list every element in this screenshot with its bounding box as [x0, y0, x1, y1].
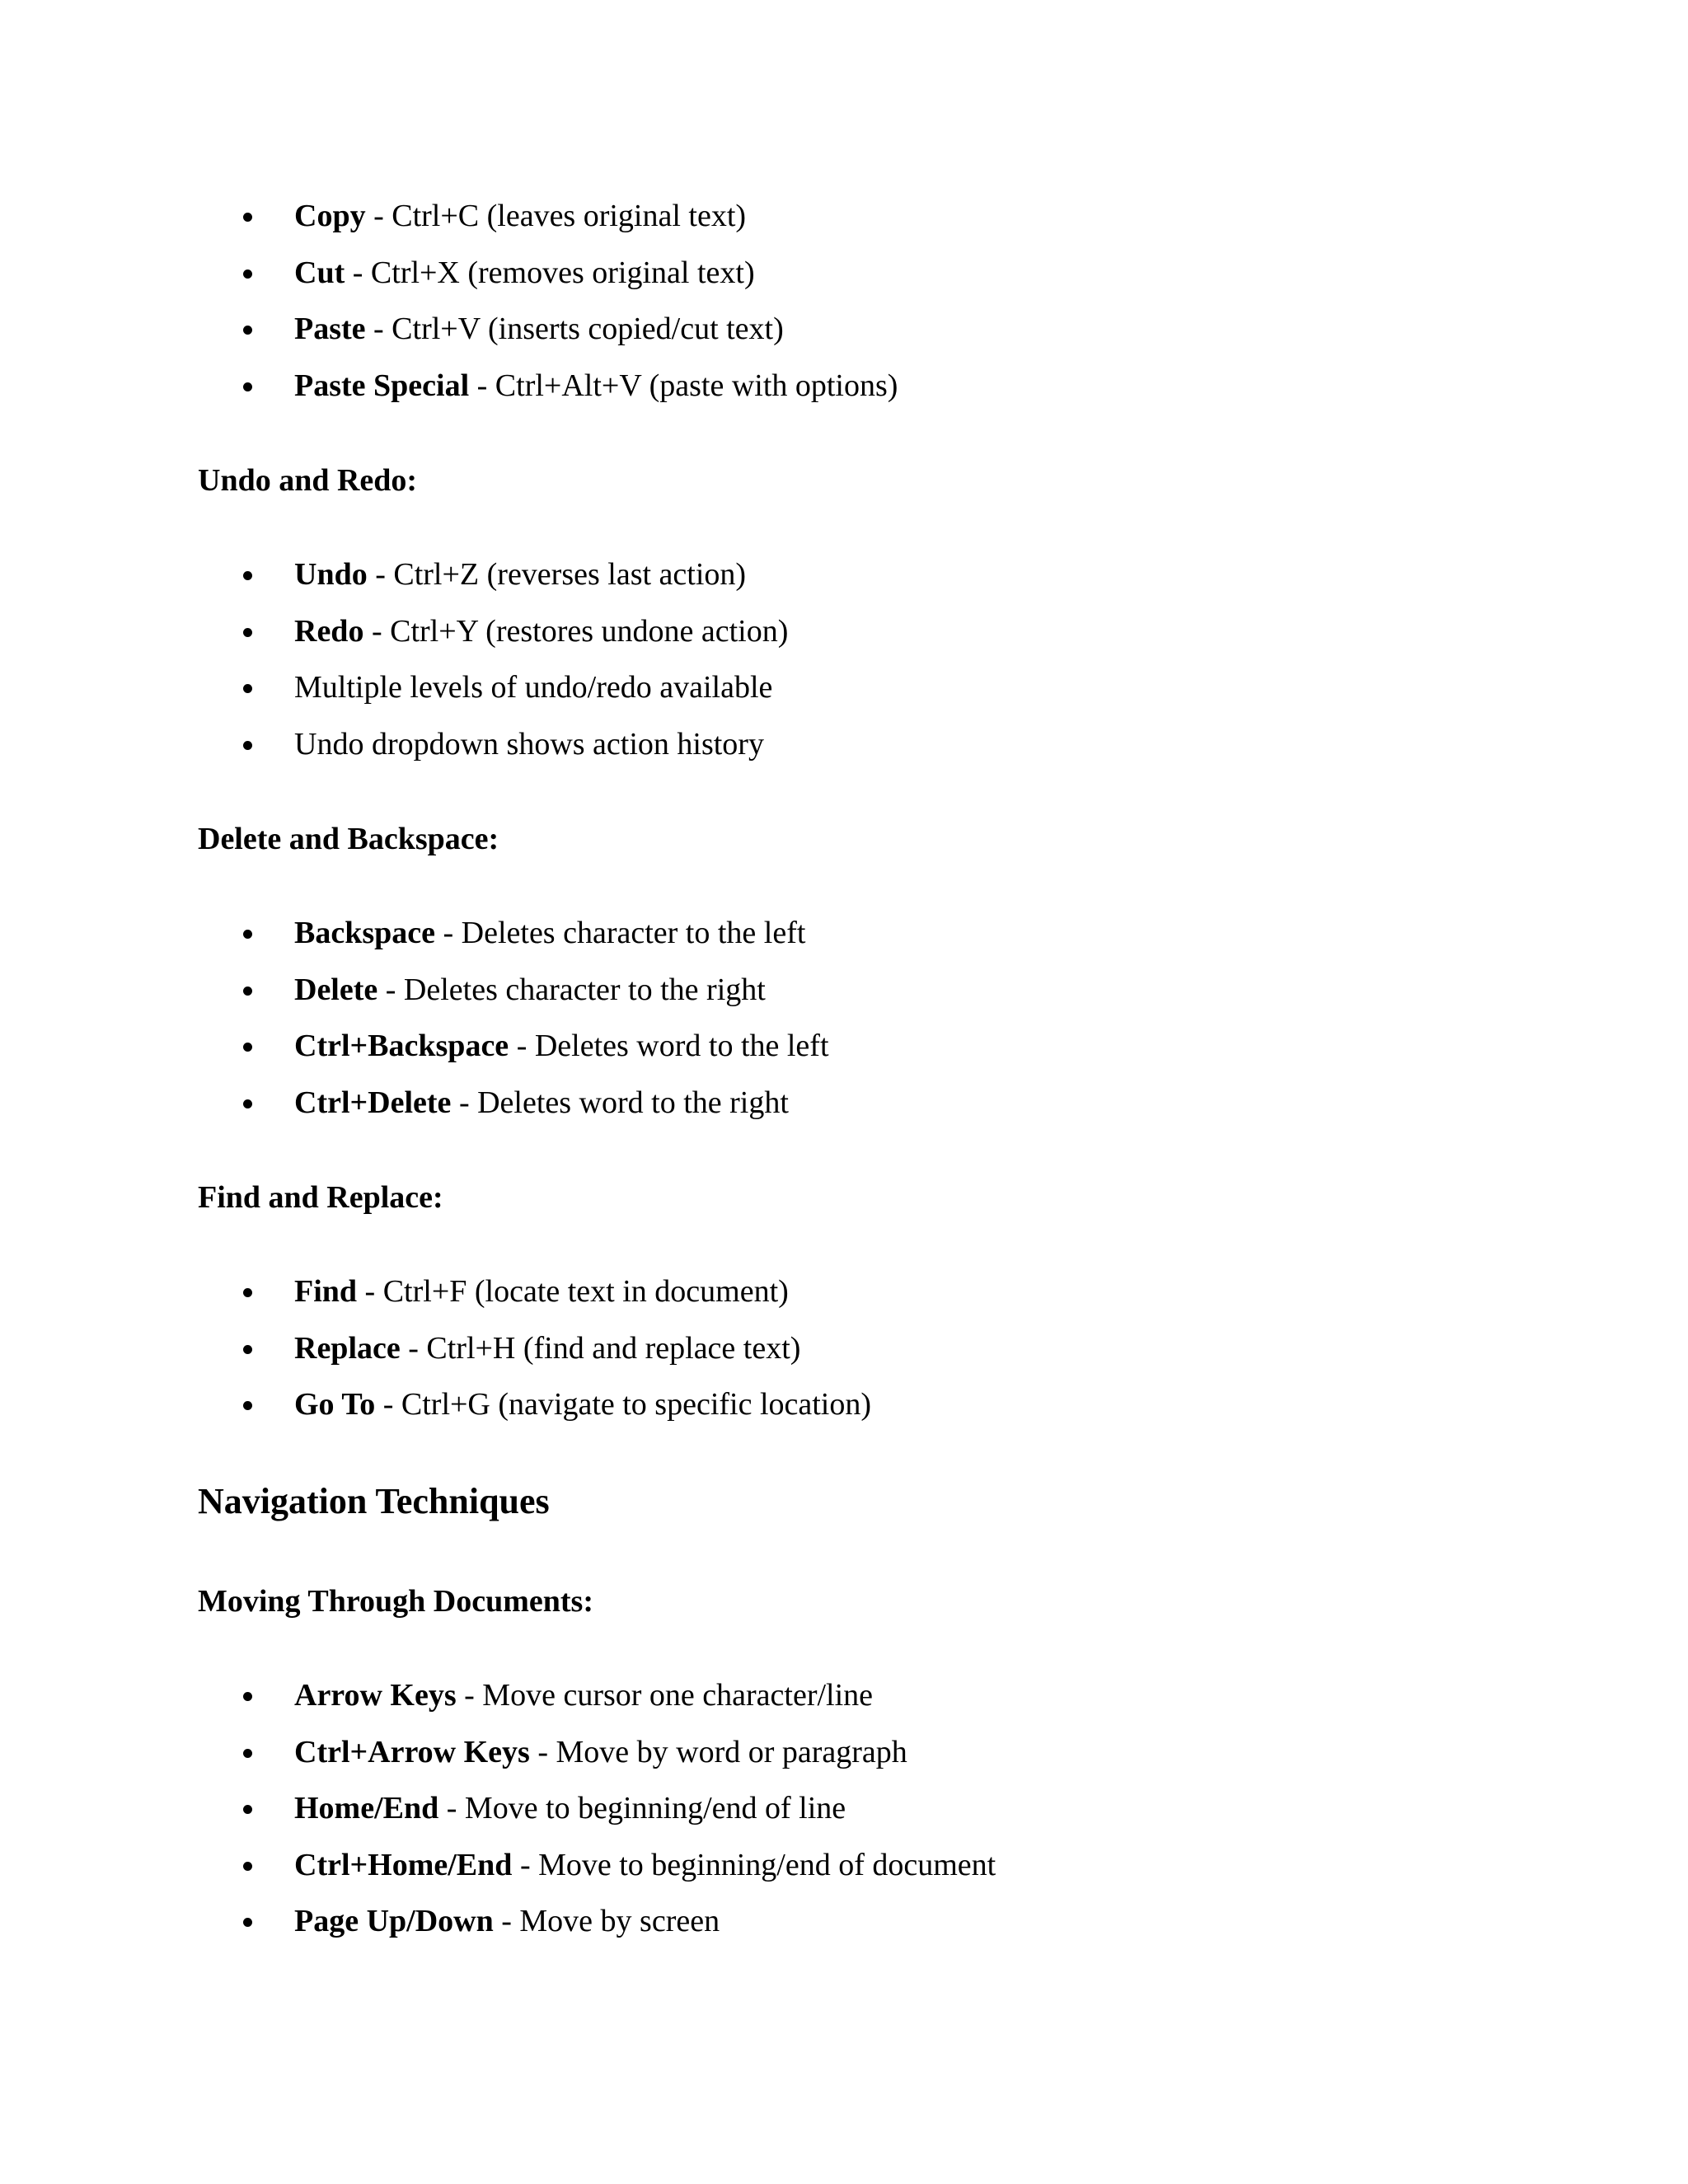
find-replace-list [198, 1263, 871, 1433]
list-item [198, 1893, 996, 1950]
bullet-icon [243, 1288, 252, 1297]
shortcut-term: Home/End [294, 1791, 439, 1825]
shortcut-description: - Ctrl+H (find and replace text) [400, 1330, 801, 1366]
bullet-icon [243, 269, 252, 279]
shortcut-description: - Deletes character to the right [377, 972, 766, 1007]
shortcut-term: Undo [294, 557, 368, 592]
shortcut-term: Paste [294, 312, 366, 346]
bullet-icon [243, 571, 252, 580]
list-item [198, 1263, 871, 1320]
shortcut-description: - Ctrl+Z (reverses last action) [367, 557, 747, 592]
undo-redo-heading: Undo and Redo: [198, 463, 418, 498]
list-item [198, 1780, 996, 1837]
shortcut-term: Copy [294, 199, 366, 233]
shortcut-description: - Ctrl+Alt+V (paste with options) [469, 368, 898, 403]
shortcut-term: Ctrl+Home/End [294, 1847, 513, 1882]
shortcut-description: - Ctrl+C (leaves original text) [365, 199, 747, 233]
shortcut-description: - Move by word or paragraph [529, 1734, 907, 1769]
bullet-icon [243, 1918, 252, 1927]
list-item [198, 659, 788, 716]
navigation-shortcut-list [198, 1667, 996, 1950]
shortcut-description: - Ctrl+Y (restores undone action) [363, 613, 789, 649]
list-item [198, 188, 898, 245]
shortcut-term: Find [294, 1274, 358, 1309]
list-item [198, 1320, 871, 1377]
shortcut-description: - Move by screen [493, 1904, 720, 1938]
shortcut-description: Undo dropdown shows action history [294, 726, 764, 762]
shortcut-description: - Deletes word to the right [451, 1085, 789, 1120]
bullet-icon [243, 326, 252, 335]
clipboard-shortcut-list [198, 188, 898, 414]
shortcut-description: - Move to beginning/end of line [438, 1791, 846, 1825]
shortcut-term: Ctrl+Backspace [294, 1029, 509, 1063]
bullet-icon [243, 213, 252, 222]
list-item [198, 603, 788, 660]
shortcut-description: - Move cursor one character/line [456, 1678, 874, 1713]
list-item [198, 1667, 996, 1724]
shortcut-term: Page Up/Down [294, 1904, 494, 1938]
shortcut-term: Ctrl+Arrow Keys [294, 1734, 530, 1769]
shortcut-term: Cut [294, 255, 345, 290]
bullet-icon [243, 382, 252, 391]
bullet-icon [243, 1043, 252, 1052]
bullet-icon [243, 628, 252, 637]
bullet-icon [243, 1749, 252, 1758]
find-replace-heading: Find and Replace: [198, 1180, 443, 1215]
shortcut-description: - Deletes word to the left [509, 1029, 829, 1063]
shortcut-description: - Move to beginning/end of document [512, 1847, 996, 1882]
shortcut-term: Ctrl+Delete [294, 1085, 452, 1120]
delete-backspace-list [198, 905, 829, 1131]
list-item [198, 358, 898, 415]
shortcut-description: - Ctrl+G (navigate to specific location) [375, 1387, 872, 1422]
bullet-icon [243, 1692, 252, 1701]
list-item [198, 1837, 996, 1894]
list-item [198, 962, 829, 1019]
list-item [198, 301, 898, 358]
bullet-icon [243, 1805, 252, 1814]
bullet-icon [243, 1345, 252, 1354]
list-item [198, 1724, 996, 1781]
navigation-techniques-heading: Navigation Techniques [198, 1481, 550, 1521]
shortcut-term: Backspace [294, 916, 435, 950]
shortcut-description: - Deletes character to the left [435, 916, 806, 950]
list-item [198, 716, 788, 773]
undo-redo-list [198, 546, 788, 772]
list-item [198, 1376, 871, 1433]
bullet-icon [243, 1099, 252, 1108]
list-item [198, 546, 788, 603]
list-item [198, 1018, 829, 1075]
shortcut-term: Arrow Keys [294, 1678, 457, 1713]
list-item [198, 1075, 829, 1132]
shortcut-term: Delete [294, 972, 378, 1007]
shortcut-description: - Ctrl+X (removes original text) [345, 255, 755, 290]
shortcut-description: - Ctrl+F (locate text in document) [357, 1274, 789, 1309]
bullet-icon [243, 741, 252, 750]
bullet-icon [243, 684, 252, 693]
bullet-icon [243, 1401, 252, 1410]
shortcut-description: Multiple levels of undo/redo available [294, 670, 773, 705]
bullet-icon [243, 987, 252, 996]
bullet-icon [243, 1862, 252, 1871]
list-item [198, 905, 829, 962]
delete-backspace-heading: Delete and Backspace: [198, 822, 499, 856]
moving-through-documents-heading: Moving Through Documents: [198, 1584, 593, 1619]
shortcut-term: Replace [294, 1330, 401, 1366]
shortcut-term: Go To [294, 1387, 376, 1422]
shortcut-term: Paste Special [294, 368, 470, 403]
shortcut-description: - Ctrl+V (inserts copied/cut text) [365, 312, 784, 346]
shortcut-term: Redo [294, 613, 364, 649]
list-item [198, 245, 898, 302]
bullet-icon [243, 930, 252, 939]
